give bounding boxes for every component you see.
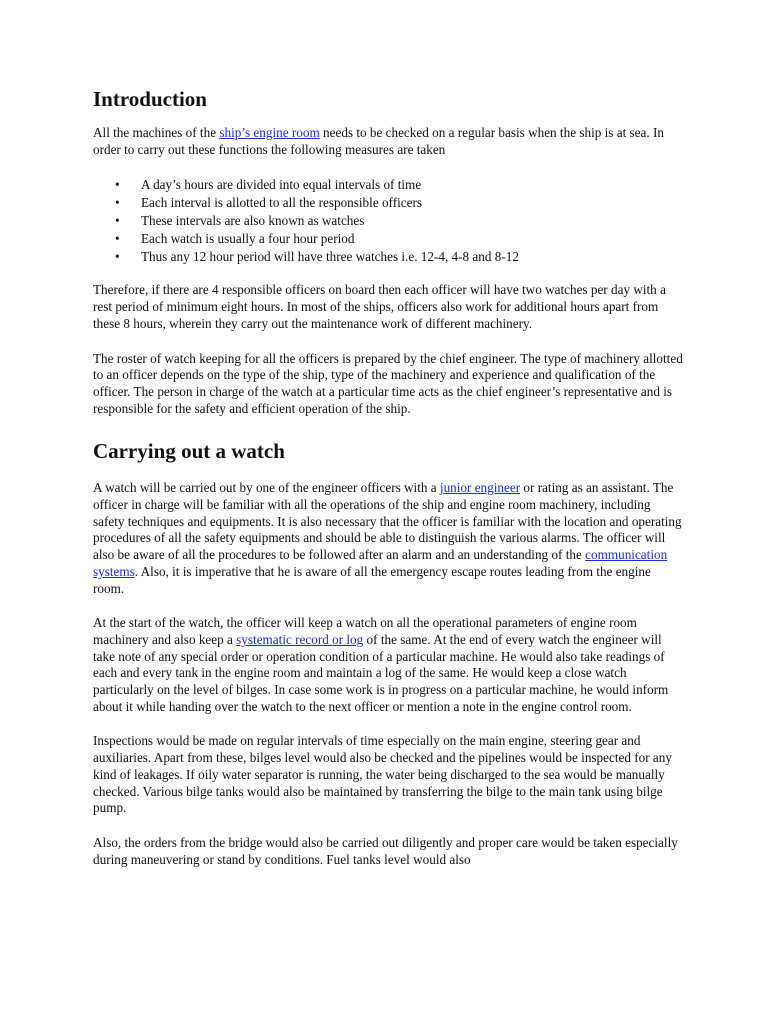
heading-carrying-out-a-watch: Carrying out a watch [93,439,285,464]
list-item [93,176,683,194]
bullet-icon: • [115,177,120,193]
watch-p1-text-c: . Also, it is imperative that he is aware of all the emergency escape routes leading from the engine room. [93,563,651,596]
bullet-icon: • [115,213,120,229]
bullet-icon: • [115,231,120,247]
watch-paragraph-2 [93,615,683,715]
list-item-text: These intervals are also known as watches [141,213,365,229]
bullet-icon: • [115,249,120,265]
link-junior-engineer[interactable]: junior engineer [439,480,521,496]
intro-p1-text-a: All the machines of the [93,125,220,140]
list-item-text: A day’s hours are divided into equal intervals of time [141,177,422,193]
watch-paragraph-4: Also, the orders from the bridge would also be carried out diligently and proper care would be taken especially during maneuvering or stand by conditions. Fuel tanks level would also [93,834,678,867]
link-communication-systems[interactable]: communication systems [93,547,668,579]
watch-p2-text-a: At the start of the watch, the officer will keep a watch on all the operational parameters of engine room machinery and also keep a [93,615,637,647]
list-item [93,230,683,248]
watch-paragraph-1 [93,480,683,597]
watch-p1-text-a: A watch will be carried out by one of the engineer officers with a [93,480,440,496]
link-systematic-record-or-log[interactable]: systematic record or log [236,631,364,647]
document-page [93,84,683,886]
list-item [93,194,683,212]
list-item [93,212,683,230]
list-item [93,248,683,266]
watch-p1-text-b: or rating as an assistant. The officer in charge will be familiar with all the operations of the ship and engine room machinery, including safety techniques and equipments. It is also necessary that the officer is familiar with the location and operating procedures of all the safety equipments and should be able to distinguish the various alarms. The officer will also be aware of all the procedures to be followed after an alarm and an understanding of the [93,480,682,563]
intro-paragraph-1 [93,125,683,158]
list-item-text: Thus any 12 hour period will have three watches i.e. 12-4, 4-8 and 8-12 [141,249,519,265]
list-item-text: Each interval is allotted to all the responsible officers [141,195,423,211]
watch-measures-list [93,176,683,266]
heading-introduction: Introduction [93,87,207,111]
intro-paragraph-2: Therefore, if there are 4 responsible officers on board then each officer will have two watches per day with a rest period of minimum eight hours. In most of the ships, officers also work for additional hours apart from these 8 hours, wherein they carry out the maintenance work of different machinery. [93,282,666,331]
list-item-text: Each watch is usually a four hour period [141,231,355,247]
watch-paragraph-3: Inspections would be made on regular intervals of time especially on the main engine, steering gear and auxiliaries. Apart from these, bilges level would also be checked and the pipelines would be inspected for any kind of leakages. If oily water separator is running, the water being discharged to the sea would be manually checked. Various bilge tanks would also be maintained by transferring the bilge to the main tank using bilge pump. [93,733,672,816]
intro-p1-text-b: needs to be checked on a regular basis when the ship is at sea. In order to carry out these functions the following measures are taken [93,125,664,157]
intro-paragraph-3: The roster of watch keeping for all the officers is prepared by the chief engineer. The type of machinery allotted to an officer depends on the type of the ship, type of the machinery and experience and qualification of the officer. The person in charge of the watch at a particular time acts as the chief engineer’s representative and is responsible for the safety and efficient operation of the ship. [93,350,683,416]
watch-p2-text-b: of the same. At the end of every watch the engineer will take note of any special order or operation condition of a particular machine. He would also take readings of each and every tank in the engine room and maintain a log of the same. He would keep a close watch particularly on the level of bilges. In case some work is in progress on a particular machine, he would inform about it while handing over the watch to the next officer or mention a note in the engine control room. [93,631,669,714]
bullet-icon: • [115,195,120,211]
link-ships-engine-room[interactable]: ship’s engine room [219,125,320,140]
